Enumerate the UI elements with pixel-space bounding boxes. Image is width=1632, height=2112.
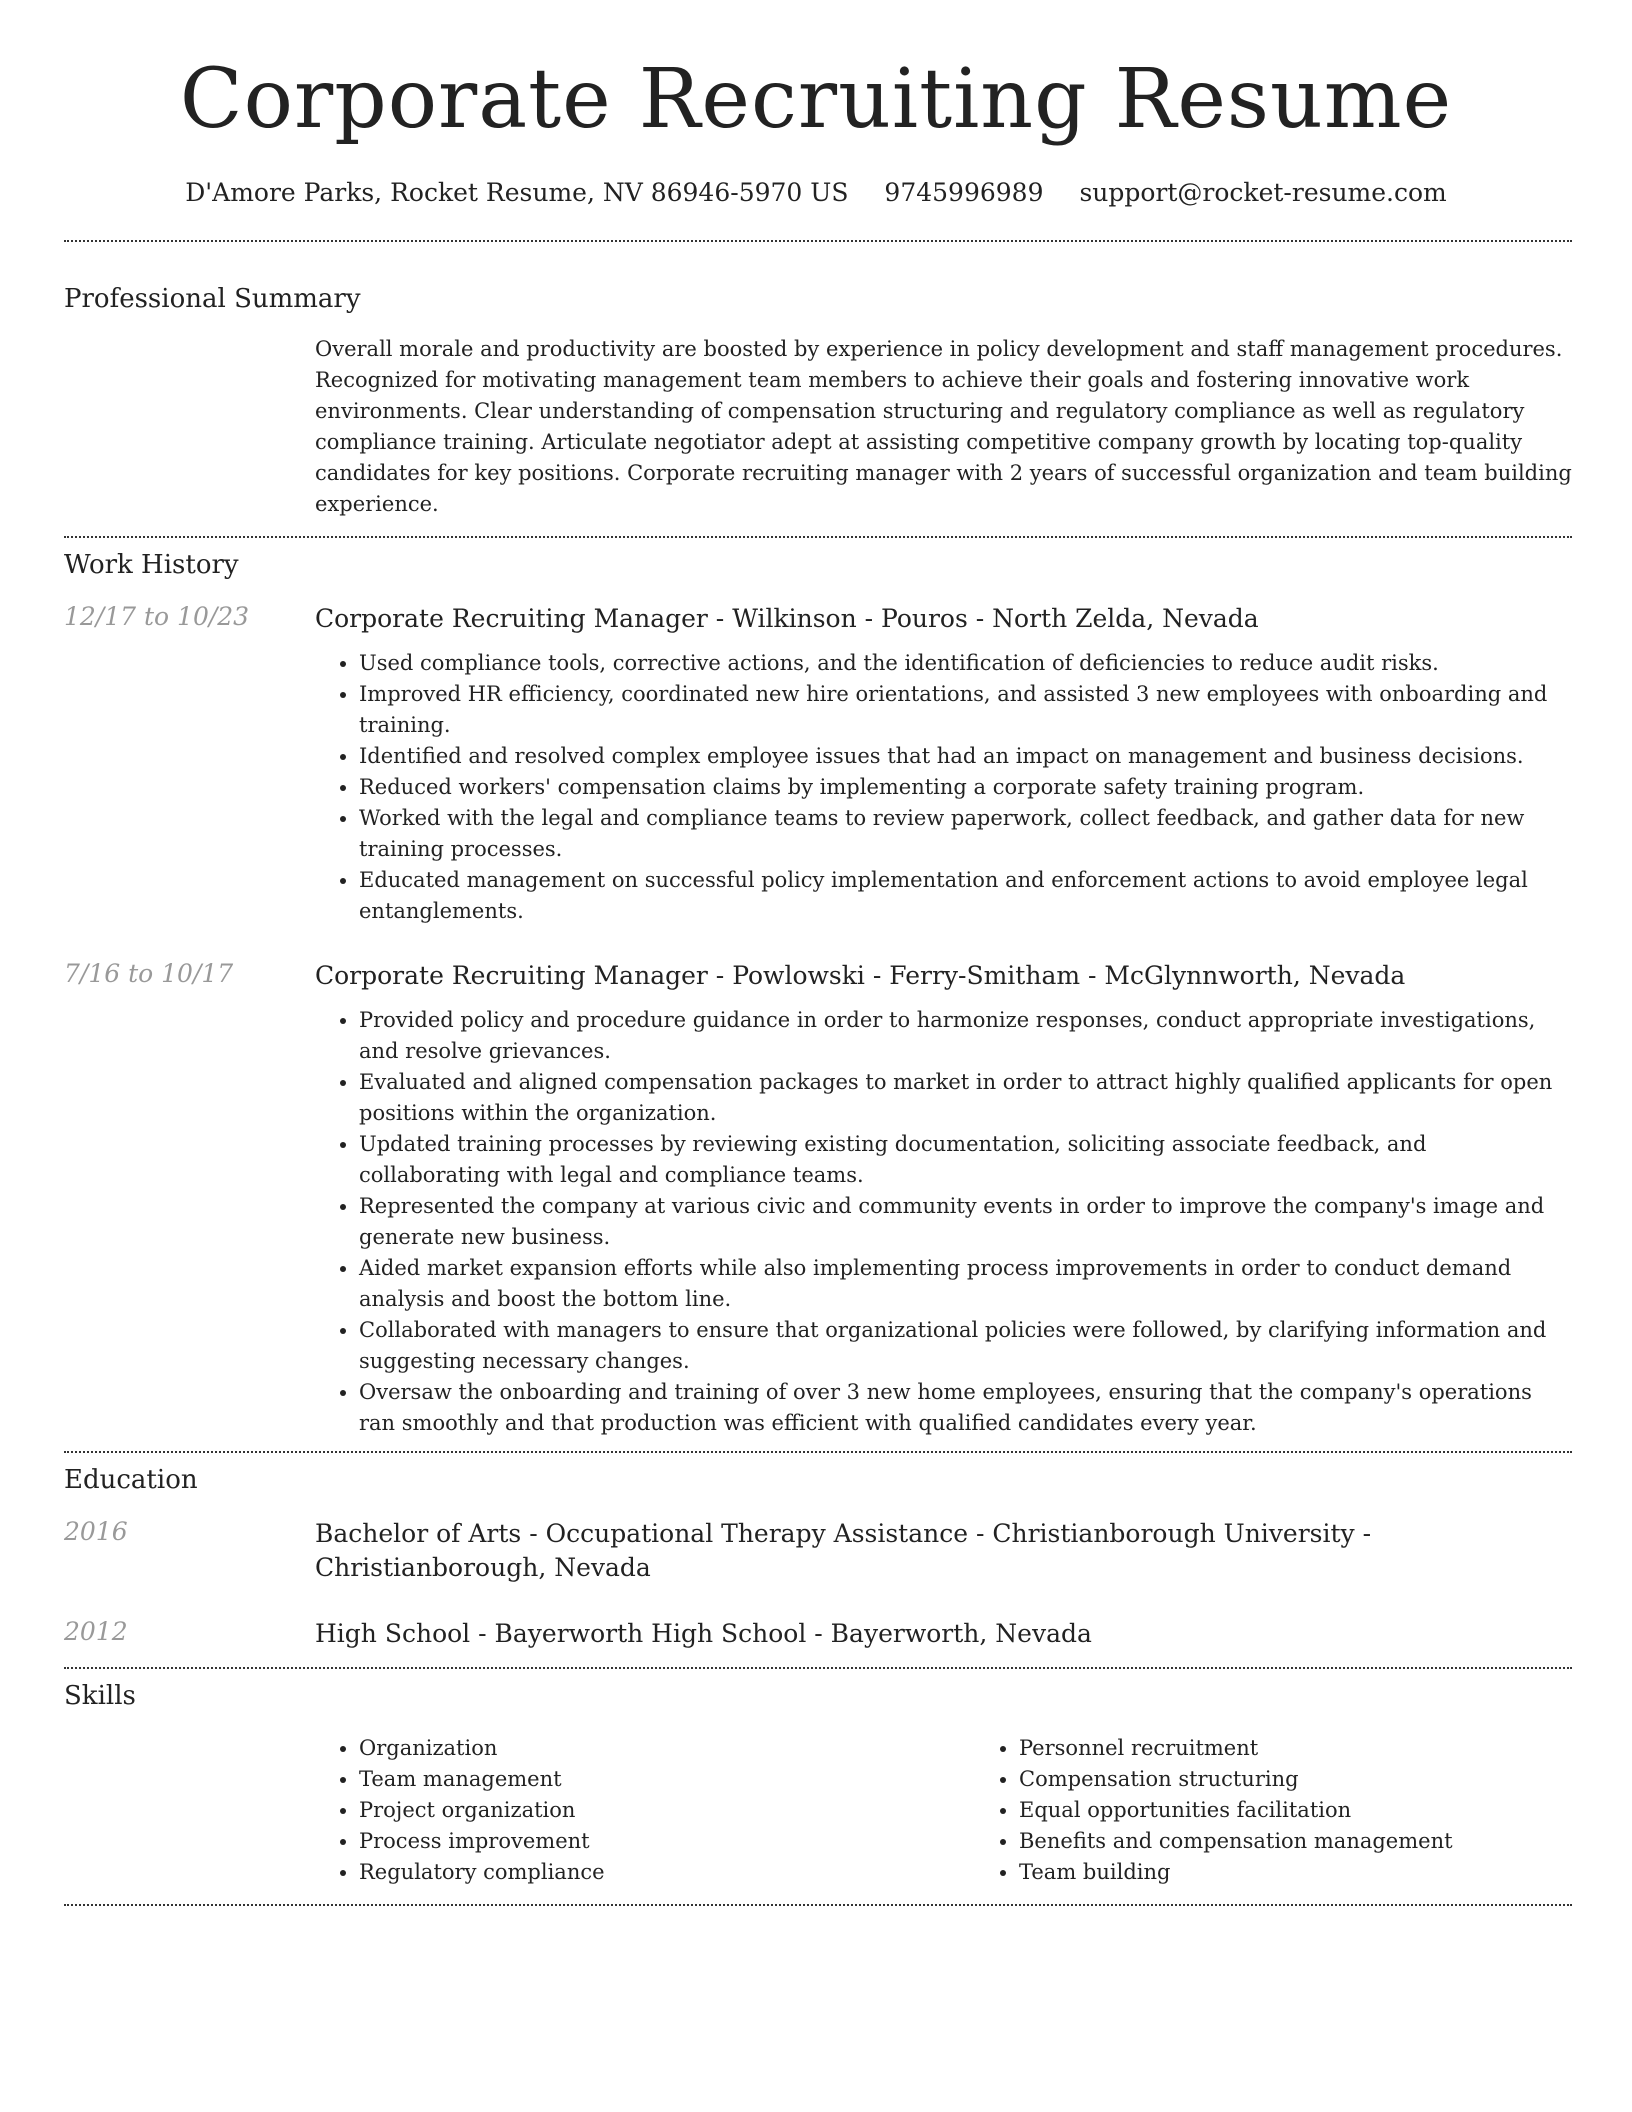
- skill-item: • Project organization: [359, 1795, 975, 1826]
- job-bullet: • Used compliance tools, corrective actions, and the identification of deficiencies to reduce audit risks.: [359, 648, 1572, 679]
- education-details: - Bayerworth High School - Bayerworth, Nevada: [470, 1619, 1092, 1648]
- skill-item: • Regulatory compliance: [359, 1857, 975, 1888]
- skill-item: • Personnel recruitment: [1019, 1733, 1619, 1764]
- job-bullet: • Oversaw the onboarding and training of over 3 new home employees, ensuring that the company's operations ran smoothly and that production was efficient with qualified candidates every year.: [359, 1377, 1572, 1439]
- education-year: 2016: [64, 1517, 128, 1546]
- education-entry: [64, 1617, 1572, 1651]
- contact-phone: 9745996989: [884, 178, 1044, 207]
- job-bullet: • Identified and resolved complex employee issues that had an impact on management and business decisions.: [359, 741, 1572, 772]
- resume-content: [64, 240, 1572, 1906]
- job-bullet: • Worked with the legal and compliance teams to review paperwork, collect feedback, and gather data for new training processes.: [359, 803, 1572, 865]
- skills-list-left: [315, 1733, 975, 1888]
- job-bullet: • Evaluated and aligned compensation packages to market in order to attract highly qualified applicants for open positions within the organization.: [359, 1067, 1572, 1129]
- education-heading: [315, 1617, 1572, 1651]
- job-bullet: • Updated training processes by reviewing existing documentation, soliciting associate feedback, and collaborating with legal and compliance teams.: [359, 1129, 1572, 1191]
- education-section-title: Education: [64, 1465, 198, 1495]
- skill-item: • Team building: [1019, 1857, 1619, 1888]
- education-year: 2012: [64, 1617, 128, 1646]
- job-heading: [315, 602, 1572, 636]
- contact-email: support@rocket-resume.com: [1079, 178, 1447, 207]
- section-divider: [64, 536, 1572, 538]
- job-bullet: • Educated management on successful policy implementation and enforcement actions to avoid employee legal entanglements.: [359, 865, 1572, 927]
- skill-item: • Benefits and compensation management: [1019, 1826, 1619, 1857]
- job-role: Corporate Recruiting Manager: [315, 604, 708, 633]
- job-entry: [64, 959, 1572, 1439]
- resume-header: [0, 0, 1632, 207]
- job-details: - Powlowski - Ferry-Smitham - McGlynnworth, Nevada: [707, 961, 1406, 990]
- job-role: Corporate Recruiting Manager: [315, 961, 708, 990]
- skills-columns: [315, 1733, 1619, 1888]
- education-details: - Christianborough University - Christianborough, Nevada: [315, 1519, 1372, 1582]
- skill-item: • Team management: [359, 1764, 975, 1795]
- job-heading: [315, 959, 1572, 993]
- education-degree: High School: [315, 1619, 471, 1648]
- contact-address: D'Amore Parks, Rocket Resume, NV 86946-5970 US: [185, 178, 849, 207]
- job-bullet: • Represented the company at various civic and community events in order to improve the company's image and generate new business.: [359, 1191, 1572, 1253]
- section-divider: [64, 1667, 1572, 1669]
- skills-section-title: Skills: [64, 1681, 136, 1711]
- job-bullet: • Reduced workers' compensation claims by implementing a corporate safety training program.: [359, 772, 1572, 803]
- section-divider: [64, 1904, 1572, 1906]
- contact-line: [0, 178, 1632, 207]
- job-entry: [64, 602, 1572, 927]
- education-heading: [315, 1517, 1572, 1585]
- job-dates: 7/16 to 10/17: [64, 959, 234, 988]
- job-bullet: • Provided policy and procedure guidance in order to harmonize responses, conduct appropriate investigations, and resolve grievances.: [359, 1005, 1572, 1067]
- skills-list-right: [975, 1733, 1619, 1888]
- job-bullet-list: [315, 648, 1572, 927]
- job-bullet: • Aided market expansion efforts while also implementing process improvements in order to conduct demand analysis and boost the bottom line.: [359, 1253, 1572, 1315]
- job-dates: 12/17 to 10/23: [64, 602, 250, 631]
- section-divider: [64, 240, 1572, 242]
- job-details: - Wilkinson - Pouros - North Zelda, Nevada: [707, 604, 1259, 633]
- resume-title: Corporate Recruiting Resume: [179, 52, 1453, 147]
- education-degree: Bachelor of Arts - Occupational Therapy Assistance: [315, 1519, 969, 1548]
- summary-row: [64, 334, 1572, 520]
- summary-text: Overall morale and productivity are boosted by experience in policy development and staff management procedures. Recognized for motivating management team members to achieve their goals and fostering innovative work environments. Clear understanding of compensation structuring and regulatory compliance as well as regulatory compliance training. Articulate negotiator adept at assisting competitive company growth by locating top-quality candidates for key positions. Corporate recruiting manager with 2 years of successful organization and team building experience.: [315, 337, 1572, 516]
- section-divider: [64, 1451, 1572, 1453]
- education-entry: [64, 1517, 1572, 1585]
- job-bullet: • Collaborated with managers to ensure that organizational policies were followed, by clarifying information and suggesting necessary changes.: [359, 1315, 1572, 1377]
- job-bullet: • Improved HR efficiency, coordinated new hire orientations, and assisted 3 new employees with onboarding and training.: [359, 679, 1572, 741]
- job-bullet-list: [315, 1005, 1572, 1439]
- summary-section-title: Professional Summary: [64, 284, 361, 314]
- skill-item: • Organization: [359, 1733, 975, 1764]
- skill-item: • Equal opportunities facilitation: [1019, 1795, 1619, 1826]
- skill-item: • Compensation structuring: [1019, 1764, 1619, 1795]
- skill-item: • Process improvement: [359, 1826, 975, 1857]
- work-section-title: Work History: [64, 550, 239, 580]
- skills-row: [64, 1733, 1572, 1888]
